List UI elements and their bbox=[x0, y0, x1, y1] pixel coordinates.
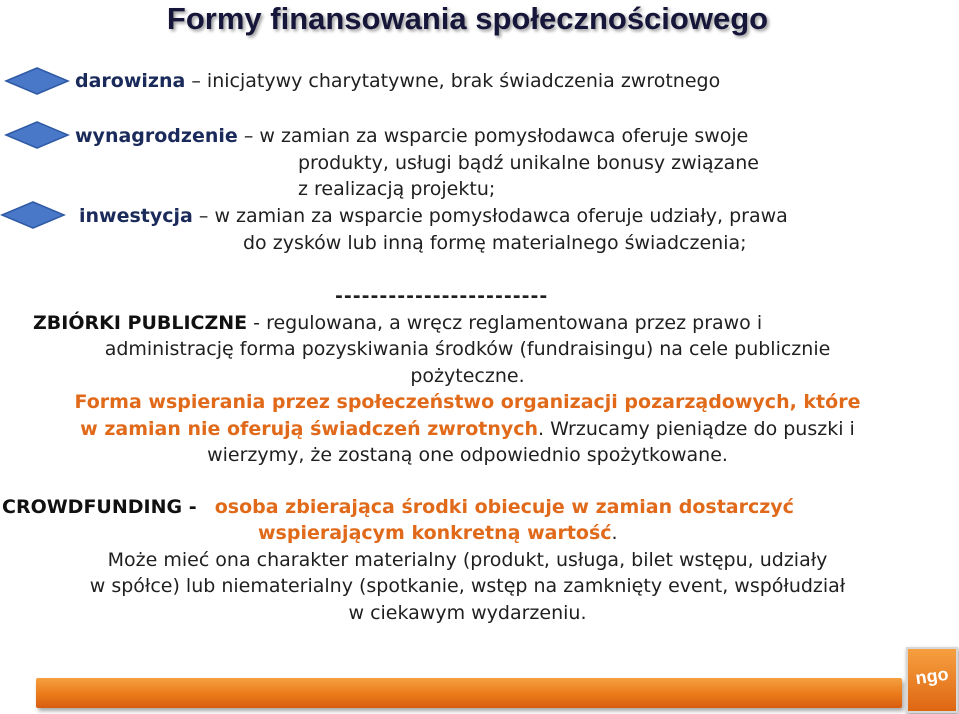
page-title: Formy finansowania społecznościowego bbox=[166, 1, 769, 36]
item-wynagrodzenie: wynagrodzenie – w zamian za wsparcie pomysłodawca oferuje swoje bbox=[75, 125, 749, 147]
crowdfunding-line-5: w ciekawym wydarzeniu. bbox=[348, 602, 587, 624]
crowdfunding-line-4: w spółce) lub niematerialny (spotkanie, wstęp na zamknięty event, współudział bbox=[89, 575, 846, 597]
zbiorki-line-2: administrację forma pozyskiwania środków (fundraisingu) na cele publicznie bbox=[104, 338, 831, 360]
footer-bar bbox=[36, 678, 902, 708]
zbiorki-line-5: w zamian nie oferują świadczeń zwrotnych. Wrzucamy pieniądze do puszki i bbox=[80, 418, 855, 440]
bullet-darowizna-icon bbox=[4, 66, 70, 96]
crowdfunding-line-1: CROWDFUNDING - osoba zbierająca środki obiecuje w zamian dostarczyć bbox=[2, 496, 794, 518]
item-description-line: produkty, usługi bądź unikalne bonusy związane bbox=[298, 152, 759, 174]
item-description: inicjatywy charytatywne, brak świadczenia zwrotnego bbox=[206, 70, 721, 92]
zbiorki-highlight: Forma wspierania przez społeczeństwo organizacji pozarządowych, które bbox=[74, 391, 861, 413]
crowdfunding-line-2: wspierającym konkretną wartość. bbox=[258, 522, 618, 544]
bullet-wynagrodzenie-icon bbox=[4, 120, 70, 150]
item-description: w zamian za wsparcie pomysłodawca oferuje swoje bbox=[259, 125, 749, 147]
bullet-inwestycja-icon bbox=[0, 200, 66, 230]
zbiorki-line-3: pożyteczne. bbox=[410, 365, 525, 387]
crowdfunding-term: CROWDFUNDING - bbox=[2, 496, 197, 518]
zbiorki-line-1: ZBIÓRKI PUBLICZNE - regulowana, a wręcz reglamentowana przez prawo i bbox=[33, 312, 763, 334]
zbiorki-line-6: wierzymy, że zostaną one odpowiednio spożytkowane. bbox=[207, 444, 728, 466]
ngo-logo-text: ngo bbox=[914, 663, 950, 689]
zbiorki-term: ZBIÓRKI PUBLICZNE bbox=[33, 312, 248, 334]
item-darowizna: darowizna – inicjatywy charytatywne, brak świadczenia zwrotnego bbox=[75, 70, 721, 92]
item-description: w zamian za wsparcie pomysłodawca oferuje udziały, prawa bbox=[214, 205, 788, 227]
ngo-logo bbox=[906, 647, 958, 713]
item-term: wynagrodzenie bbox=[75, 125, 238, 147]
item-description-line: z realizacją projektu; bbox=[298, 178, 496, 200]
crowdfunding-line-3: Może mieć ona charakter materialny (produkt, usługa, bilet wstępu, udziały bbox=[107, 549, 828, 571]
separator: ------------------------ bbox=[335, 285, 549, 307]
item-description-line: do zysków lub inną formę materialnego świadczenia; bbox=[243, 232, 747, 254]
item-inwestycja: inwestycja – w zamian za wsparcie pomysłodawca oferuje udziały, prawa bbox=[79, 205, 788, 227]
item-term: darowizna bbox=[75, 70, 186, 92]
item-term: inwestycja bbox=[79, 205, 193, 227]
